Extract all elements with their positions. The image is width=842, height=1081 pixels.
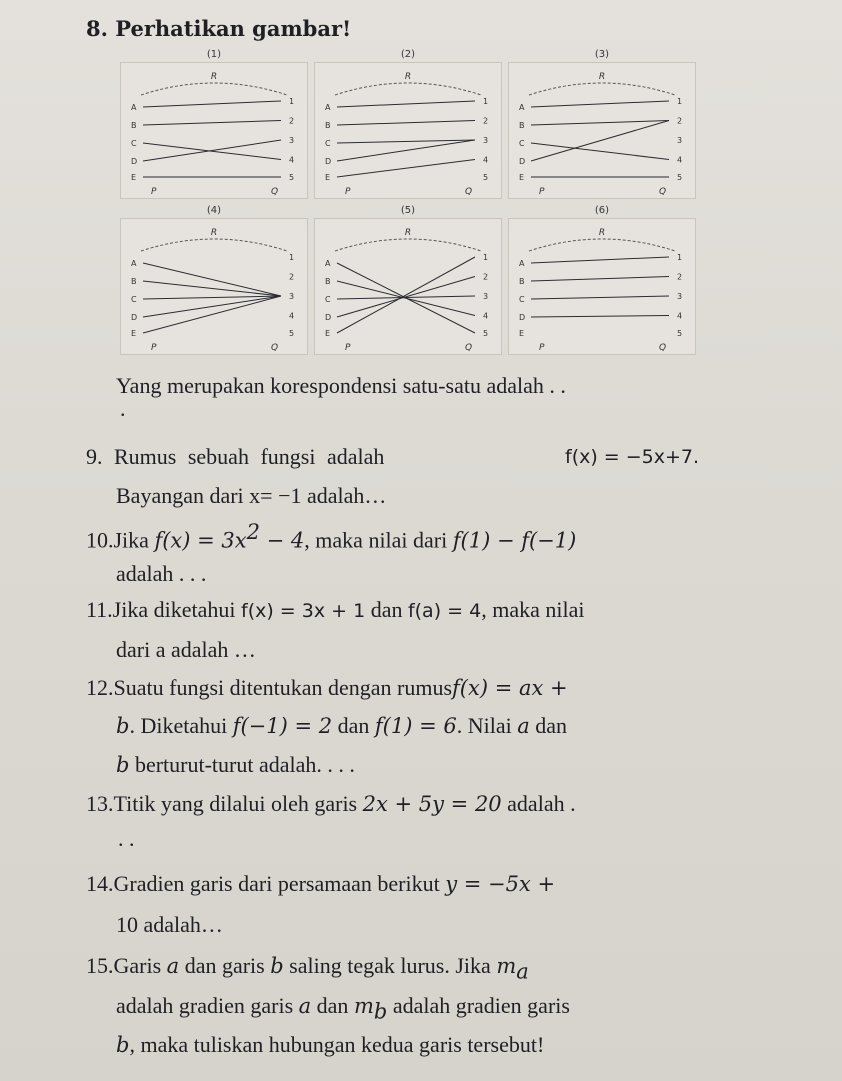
codomain-element: 3: [677, 292, 683, 301]
mapping-arrow: [143, 143, 281, 160]
domain-element: D: [519, 313, 526, 322]
domain-element: C: [519, 295, 525, 304]
codomain-set-label: Q: [271, 343, 279, 353]
question-12-var-b: b: [116, 714, 130, 738]
domain-element: B: [131, 277, 137, 286]
question-12-line-3: [116, 754, 355, 776]
question-9-line-2: Bayangan dari x= −1 adalah…: [116, 483, 387, 508]
question-15-ending: , maka tuliskan hubungan kedua garis tersebut!: [129, 1032, 545, 1057]
question-14-line-2: 10 adalah…: [116, 912, 223, 937]
codomain-element: 5: [289, 173, 295, 182]
mapping-arrow: [337, 101, 475, 107]
codomain-element: 5: [677, 329, 683, 338]
domain-element: B: [519, 121, 525, 130]
mapping-diagrams: [120, 48, 700, 366]
relation-arc: [529, 83, 675, 95]
domain-set-label: P: [345, 343, 351, 353]
relation-label: R: [598, 72, 606, 82]
question-11-line-1: [86, 599, 584, 621]
domain-element: C: [325, 295, 331, 304]
codomain-set-label: Q: [271, 187, 279, 197]
mapping-arrow: [143, 296, 281, 333]
diagram-number: (6): [594, 205, 610, 216]
mapping-arrow: [531, 121, 669, 162]
diagram-number: (3): [594, 49, 610, 60]
domain-element: C: [325, 139, 331, 148]
mapping-arrow: [337, 160, 475, 178]
codomain-element: 4: [483, 155, 489, 165]
mapping-diagram-svg: [315, 63, 501, 198]
question-13-suffix: adalah .: [501, 791, 576, 816]
question-10-prefix: 10.Jika: [86, 527, 155, 553]
codomain-element: 3: [289, 292, 295, 301]
question-12-condition-1: f(−1) = 2: [232, 714, 333, 738]
relation-arc: [141, 83, 287, 95]
mapping-arrow: [143, 296, 281, 299]
codomain-element: 2: [677, 116, 683, 126]
mapping-diagram-svg: [509, 63, 695, 198]
question-12-and: dan: [529, 713, 568, 738]
question-11-line-2: dari a adalah …: [116, 637, 256, 662]
codomain-set-label: Q: [659, 343, 667, 353]
domain-element: C: [519, 139, 525, 148]
mapping-arrow: [143, 140, 281, 161]
question-15-line-a-2: a: [298, 994, 312, 1018]
question-15-sub-b: b: [373, 999, 388, 1024]
domain-element: A: [325, 259, 331, 268]
codomain-element: 1: [677, 97, 683, 106]
mapping-arrow: [531, 277, 669, 282]
codomain-element: 4: [289, 311, 295, 321]
question-10-line-2: adalah . . .: [116, 561, 207, 586]
mapping-diagram-4: [120, 205, 308, 355]
domain-set-label: P: [539, 343, 545, 353]
domain-element: D: [519, 157, 526, 166]
domain-element: A: [325, 103, 331, 112]
question-12-line-1: [86, 677, 568, 699]
domain-element: E: [519, 173, 525, 182]
domain-element: E: [131, 329, 137, 338]
relation-label: R: [404, 228, 412, 238]
codomain-element: 2: [483, 272, 489, 282]
codomain-element: 2: [289, 116, 295, 126]
question-15-line-b: b: [270, 954, 284, 978]
mapping-arrow: [531, 143, 669, 160]
mapping-diagram-svg: [509, 219, 695, 354]
domain-set-label: P: [151, 187, 157, 197]
mapping-diagram-1: [120, 49, 308, 199]
question-15-m-a: m: [496, 954, 517, 978]
relation-arc: [529, 239, 675, 251]
codomain-element: 5: [483, 173, 489, 182]
question-14-prefix: 14.Gradien garis dari persamaan berikut: [86, 871, 446, 896]
codomain-set-label: Q: [659, 187, 667, 197]
question-10-line-1: [86, 522, 576, 551]
question-10-mid: , maka nilai dari: [304, 527, 453, 553]
mapping-arrow: [531, 316, 669, 318]
mapping-arrow: [337, 121, 475, 126]
codomain-element: 2: [289, 272, 295, 282]
domain-element: B: [325, 277, 331, 286]
diagram-number: (2): [400, 49, 416, 60]
question-8-continuation: .: [120, 396, 126, 421]
question-15-m-b: m: [353, 994, 374, 1018]
question-12-var-a: a: [517, 714, 530, 738]
question-14-equation: y = −5x +: [445, 872, 556, 896]
diagram-number: (4): [206, 205, 222, 216]
mapping-diagram-5: [314, 205, 502, 355]
question-15-gradient-of: adalah gradien garis: [116, 993, 299, 1018]
codomain-element: 1: [483, 97, 489, 106]
question-14-line-1: [86, 873, 555, 895]
question-11-function: f(x) = 3x + 1: [241, 600, 366, 622]
question-15-and: dan: [311, 993, 354, 1018]
codomain-element: 5: [289, 329, 295, 338]
codomain-element: 3: [483, 136, 489, 145]
domain-element: E: [131, 173, 137, 182]
codomain-element: 1: [289, 97, 295, 106]
domain-set-label: P: [151, 343, 157, 353]
mapping-arrow: [337, 140, 475, 143]
question-12-formula: f(x) = ax +: [452, 676, 568, 700]
question-9-formula: f(x) = −5x+7.: [565, 446, 700, 468]
question-15-prefix: 15.Garis: [86, 953, 167, 978]
question-10-function: f(x) = 3x: [154, 528, 247, 553]
domain-element: B: [131, 121, 137, 130]
mapping-diagram-svg: [121, 63, 307, 198]
codomain-element: 5: [677, 173, 683, 182]
question-9-line-1: 9. Rumus sebuah fungsi adalah: [86, 444, 385, 469]
codomain-set-label: Q: [465, 343, 473, 353]
question-11-prefix: 11.Jika diketahui: [86, 597, 241, 622]
relation-arc: [141, 239, 287, 251]
question-15-gradient-of-2: adalah gradien garis: [387, 993, 570, 1018]
question-15-line-3: [116, 1034, 544, 1056]
question-15-line-b-2: b: [116, 1033, 130, 1057]
domain-element: D: [131, 313, 138, 322]
relation-arc: [335, 83, 481, 95]
mapping-arrow: [143, 101, 281, 107]
question-12-value-of: . Nilai: [456, 713, 518, 738]
domain-element: C: [131, 295, 137, 304]
mapping-arrow: [143, 121, 281, 126]
domain-element: D: [325, 157, 332, 166]
codomain-element: 4: [289, 155, 295, 165]
question-12-var-b-2: b: [116, 753, 130, 777]
codomain-element: 4: [677, 155, 683, 165]
mapping-arrow: [531, 257, 669, 263]
question-15-perpendicular: saling tegak lurus. Jika: [283, 953, 497, 978]
codomain-element: 5: [483, 329, 489, 338]
question-10-function-tail: − 4: [259, 528, 305, 553]
question-8-title: 8. Perhatikan gambar!: [86, 16, 352, 41]
domain-set-label: P: [539, 187, 545, 197]
codomain-element: 3: [483, 292, 489, 301]
codomain-element: 1: [483, 253, 489, 262]
domain-element: A: [131, 103, 137, 112]
relation-label: R: [598, 228, 606, 238]
domain-element: A: [519, 259, 525, 268]
domain-element: E: [325, 173, 331, 182]
question-15-sub-a: a: [516, 959, 529, 984]
question-12-prefix: 12.Suatu fungsi ditentukan dengan rumus: [86, 675, 453, 700]
relation-label: R: [210, 72, 218, 82]
mapping-arrow: [143, 296, 281, 317]
codomain-element: 1: [289, 253, 295, 262]
domain-element: D: [325, 313, 332, 322]
codomain-element: 3: [677, 136, 683, 145]
mapping-arrow: [531, 296, 669, 299]
question-12-condition-2: f(1) = 6: [374, 714, 457, 738]
question-12-line-2: [116, 715, 567, 737]
mapping-diagram-svg: [315, 219, 501, 354]
codomain-element: 3: [289, 136, 295, 145]
question-11-conj: dan: [365, 597, 408, 622]
relation-arc: [335, 239, 481, 251]
mapping-diagram-6: [508, 205, 696, 355]
domain-element: E: [325, 329, 331, 338]
diagram-number: (1): [206, 49, 222, 60]
question-15-line-2: [116, 995, 570, 1022]
domain-element: A: [131, 259, 137, 268]
domain-set-label: P: [345, 187, 351, 197]
mapping-arrow: [337, 257, 475, 333]
question-13-equation: 2x + 5y = 20: [362, 792, 502, 816]
codomain-element: 4: [677, 311, 683, 321]
mapping-arrow: [143, 263, 281, 296]
question-10-expression: f(1) − f(−1): [452, 528, 577, 553]
mapping-arrow: [143, 281, 281, 296]
domain-element: D: [131, 157, 138, 166]
domain-element: B: [325, 121, 331, 130]
domain-element: A: [519, 103, 525, 112]
mapping-arrow: [531, 101, 669, 107]
question-12-given: . Diketahui: [129, 713, 233, 738]
domain-element: C: [131, 139, 137, 148]
domain-element: B: [519, 277, 525, 286]
question-12-ending: berturut-turut adalah. . . .: [129, 752, 355, 777]
question-10-exponent: 2: [246, 520, 260, 544]
codomain-element: 4: [483, 311, 489, 321]
question-13-prefix: 13.Titik yang dilalui oleh garis: [86, 791, 363, 816]
domain-element: E: [519, 329, 525, 338]
codomain-element: 2: [677, 272, 683, 282]
question-11-condition: f(a) = 4: [407, 600, 482, 622]
question-12-conj: dan: [332, 713, 375, 738]
codomain-element: 2: [483, 116, 489, 126]
question-8-text: Yang merupakan korespondensi satu-satu adalah . .: [116, 373, 566, 398]
mapping-diagram-svg: [121, 219, 307, 354]
mapping-arrow: [531, 121, 669, 126]
mapping-diagram-2: [314, 49, 502, 199]
question-13-line-2: . .: [118, 826, 135, 851]
codomain-element: 1: [677, 253, 683, 262]
mapping-diagram-3: [508, 49, 696, 199]
question-13-line-1: [86, 793, 576, 815]
question-11-suffix: , maka nilai: [481, 597, 585, 622]
relation-label: R: [210, 228, 218, 238]
relation-label: R: [404, 72, 412, 82]
mapping-arrow: [337, 140, 475, 161]
diagram-number: (5): [400, 205, 416, 216]
question-15-line-a: a: [166, 954, 180, 978]
question-15-line-1: [86, 955, 529, 982]
question-15-and-line: dan garis: [179, 953, 271, 978]
codomain-set-label: Q: [465, 187, 473, 197]
